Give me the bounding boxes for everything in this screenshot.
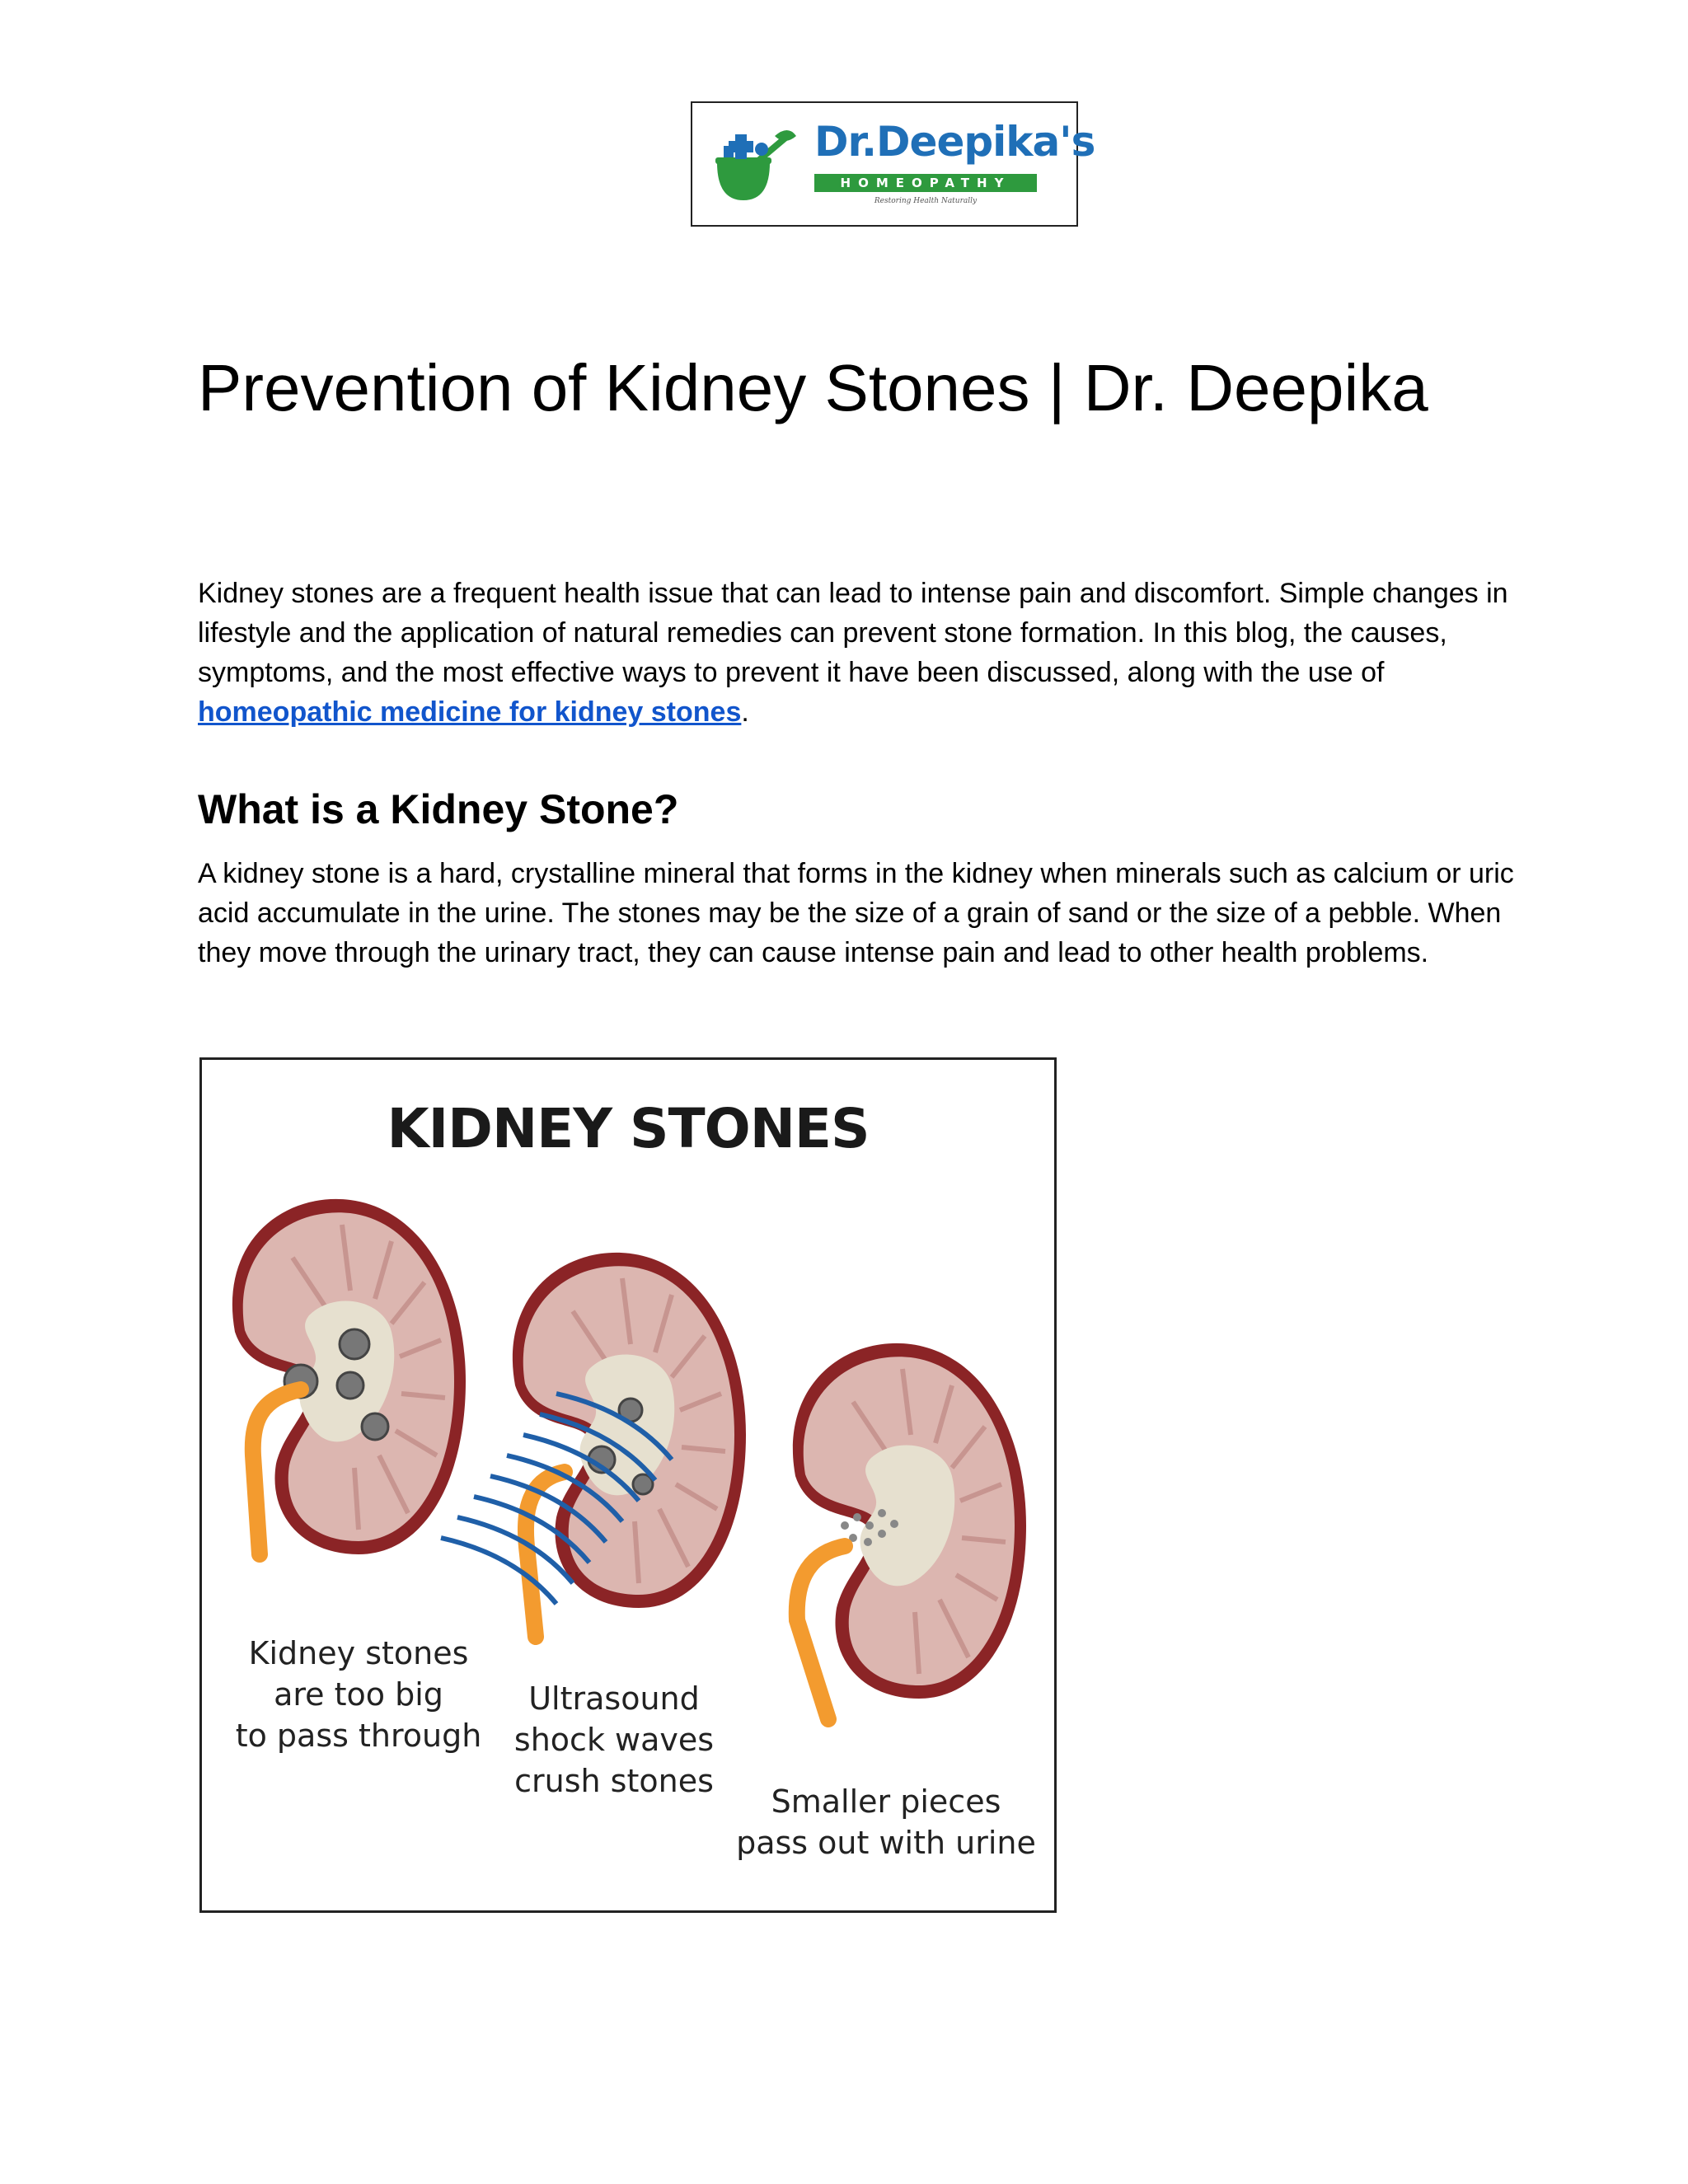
logo-tagline: Restoring Health Naturally — [814, 197, 1037, 205]
logo-brand: Dr.Deepika's — [814, 118, 1095, 166]
kidney-stones-figure — [199, 1057, 1057, 1913]
intro-text: Kidney stones are a frequent health issue that can lead to intense pain and discomfort. Simple changes in lifestyle and the application of natural remedies can prevent stone formation. In this blog, the causes, symptoms, and the most effective ways to prevent it have been discussed, along with the use of — [198, 578, 1508, 688]
section-heading: What is a Kidney Stone? — [198, 786, 679, 832]
intro-paragraph — [198, 574, 1517, 732]
figure-caption: Smaller pieces pass out with urine — [736, 1783, 1036, 1861]
figure-caption: Ultrasound shock waves crush stones — [513, 1680, 715, 1799]
section-body: A kidney stone is a hard, crystalline mineral that forms in the kidney when minerals such as calcium or uric acid accumulate in the urine. The stones may be the size of a grain of sand or the size of a pebble. When they move through the urinary tract, they can cause intense pain and lead to other health problems. — [198, 858, 1514, 968]
logo-subtitle: HOMEOPATHY — [840, 176, 1011, 190]
intro-text-end: . — [741, 696, 749, 728]
page-title: Prevention of Kidney Stones | Dr. Deepika — [198, 351, 1428, 424]
figure-title: KIDNEY STONES — [387, 1097, 870, 1160]
figure-caption: Kidney stones are too big to pass through — [235, 1635, 482, 1754]
homeopathic-medicine-link[interactable]: homeopathic medicine for kidney stones — [198, 696, 742, 728]
logo — [691, 101, 1095, 227]
